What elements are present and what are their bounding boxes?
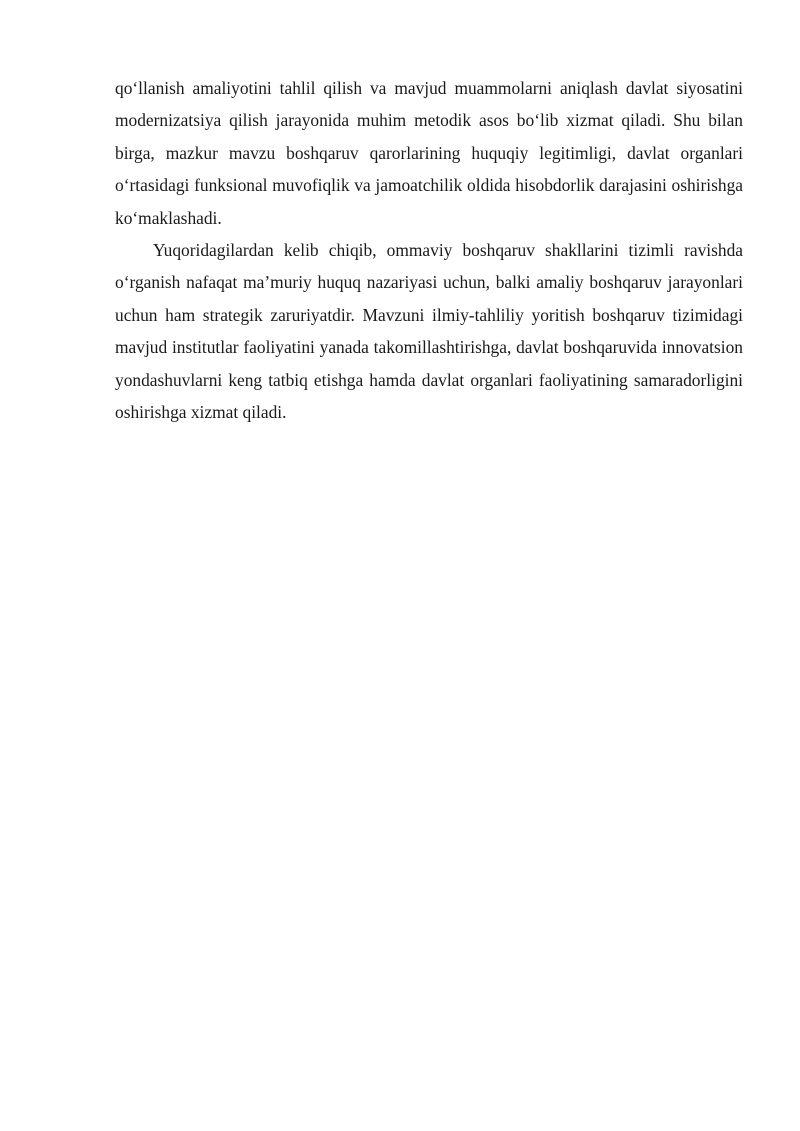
paragraph-continued: qo‘llanish amaliyotini tahlil qilish va mavjud muammolarni aniqlash davlat siyosatini modernizatsiya qilish jarayonida muhim metodik asos bo‘lib xizmat qiladi. Shu bilan birga, mazkur mavzu boshqaruv qarorlarining huquqiy legitimligi, davlat organlari o‘rtasidagi funksional muvofiqlik va jamoatchilik oldida hisobdorlik darajasini oshirishga ko‘maklashadi. <box>115 78 743 228</box>
paragraph-conclusion: Yuqoridagilardan kelib chiqib, ommaviy boshqaruv shakllarini tizimli ravishda o‘rganish nafaqat ma’muriy huquq nazariyasi uchun, balki amaliy boshqaruv jarayonlari uchun ham strategik zaruriyatdir. Mavzuni ilmiy-tahliliy yoritish boshqaruv tizimidagi mavjud institutlar faoliyatini yanada takomillashtirishga, davlat boshqaruvida innovatsion yondashuvlarni keng tatbiq etishga hamda davlat organlari faoliyatining samaradorligini oshirishga xizmat qiladi. <box>115 240 743 423</box>
document-body <box>115 72 743 428</box>
